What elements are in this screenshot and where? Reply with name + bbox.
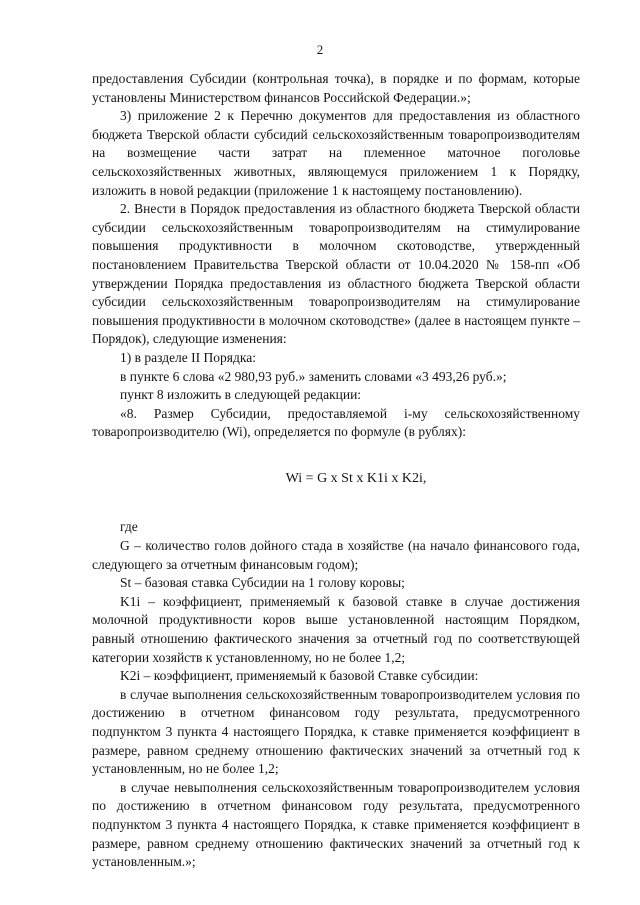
definition: в случае выполнения сельскохозяйственным товаропроизводителем условия по достижению в отчетном финансовом году результата, предусмотренного подпунктом 3 пункта 4 настоящего Порядка, к ставке применяется коэффициент в размере, равном среднему отношению фактических значений за отчетный год к установленным, но не более 1,2; — [92, 686, 580, 777]
page-number: 2 — [316, 42, 324, 57]
paragraph: 3) приложение 2 к Перечню документов для предоставления из областного бюджета Тверской области субсидий сельскохозяйственным товаропроизводителям на возмещение части затрат на племенное маточное поголовье сельскохозяйственных животных, являющемуся приложением 1 к Порядку, изложить в новой редакции (приложение 1 к настоящему постановлению). — [92, 108, 580, 198]
document-body — [92, 70, 580, 872]
paragraph: пункт 8 изложить в следующей редакции: — [120, 387, 362, 403]
paragraph: 2. Внести в Порядок предоставления из областного бюджета Тверской области субсидии сельскохозяйственным товаропроизводителям на стимулирование повышения продуктивности в молочном скотоводстве, утвержденный постановлением Правительства Тверской области от 10.04.2020 № 158-пп «Об утверждении Порядка предоставления из областного бюджета Тверской области субсидии сельскохозяйственным товаропроизводителям на стимулирование повышения продуктивности в молочном скотоводстве» (далее в настоящем пункте – Порядок), следующие изменения: — [92, 201, 580, 347]
paragraph: «8. Размер Субсидии, предоставляемой i-му сельскохозяйственному товаропроизводителю (Wi), определяется по формуле (в рублях): — [92, 405, 580, 440]
definition: G – количество голов дойного стада в хозяйстве (на начало финансового года, следующего за отчетным финансовым годом); — [92, 538, 580, 572]
definition: St – базовая ставка Субсидии на 1 голову коровы; — [120, 575, 405, 591]
where-label: где — [120, 519, 138, 535]
paragraph: в пункте 6 слова «2 980,93 руб.» заменить словами «3 493,26 руб.»; — [120, 368, 507, 384]
definition: K1i – коэффициент, применяемый к базовой ставке в случае достижения молочной продуктивности коров выше установленной настоящим Порядком, равный отношению фактического значения за отчетный год по соответствующей категории хозяйств к установленному, но не более 1,2; — [92, 593, 580, 665]
paragraph: 1) в разделе II Порядка: — [120, 349, 256, 365]
formula: Wi = G x St x K1i x K2i, — [285, 470, 427, 486]
paragraph: предоставления Субсидии (контрольная точка), в порядке и по формам, которые установлены Министерством финансов Российской Федерации.»; — [92, 71, 580, 105]
definition: K2i – коэффициент, применяемый к базовой Ставке субсидии: — [120, 668, 479, 684]
definition: в случае невыполнения сельскохозяйственным товаропроизводителем условия по достижению в отчетном финансовом году результата, предусмотренного подпунктом 3 пункта 4 настоящего Порядка, к ставке применяется коэффициент в размере, равном среднему отношению фактических значений за отчетный год к установленным.»; — [92, 779, 580, 870]
